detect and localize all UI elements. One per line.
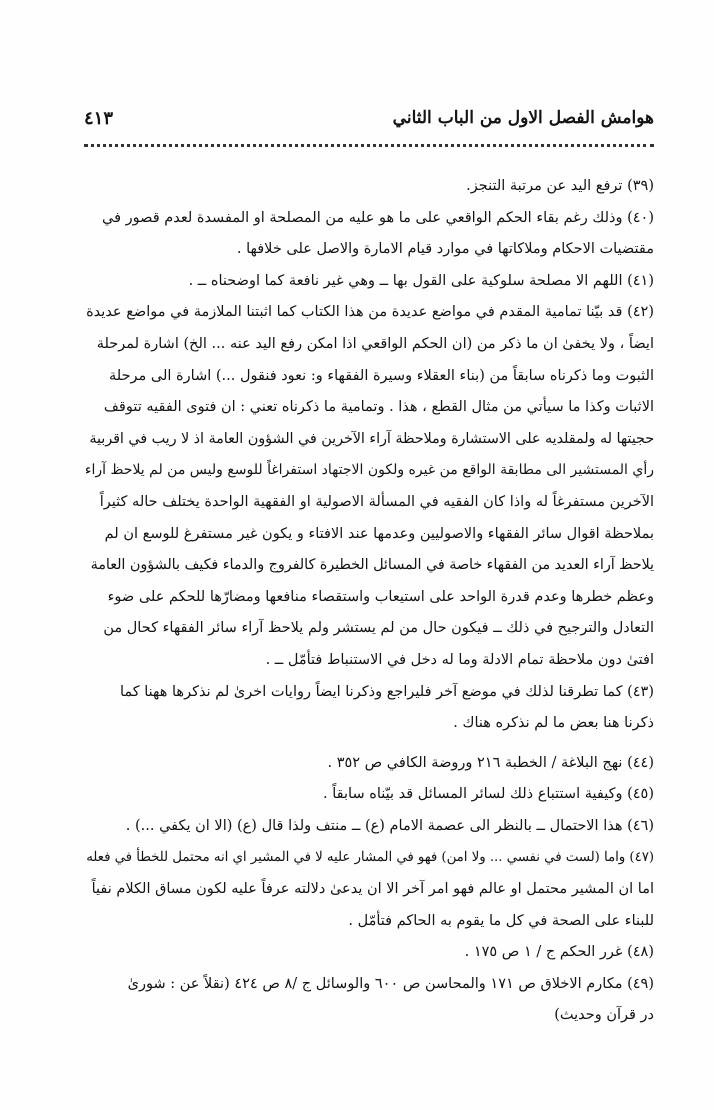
note-line: التعادل والترجيح في ذلك ــ فيكون حال من لم يستشر ولم يلاحظ آراء سائر الفقهاء كحال من bbox=[103, 620, 654, 637]
note-line: مقتضيات الاحكام وملاكاتها في موارد قيام الامارة والاصل على خلافها . bbox=[236, 241, 654, 258]
note-line: (٤٥) وكيفية استتباع ذلك لسائر المسائل قد بيّناه سابقاً . bbox=[323, 786, 654, 803]
note-line: (٤٨) غرر الحكم ج / ١ ص ١٧٥ . bbox=[464, 944, 654, 961]
note-line: للبناء على الصحة في كل ما يقوم به الحاكم فتأمّل . bbox=[348, 912, 654, 929]
note-line: اما ان المشير محتمل او عالم فهو امر آخر الا ان يدعىٰ دلالته عرفاً عليه لكون مساق الكلام نفياً bbox=[91, 881, 654, 898]
note-line: (٤٢) قد بيّنا تمامية المقدم في مواضع عديدة من هذا الكتاب كما اثبتنا الملازمة في مواضع عديدة bbox=[86, 304, 654, 321]
note-line: در قرآن وحديث) bbox=[554, 1007, 654, 1024]
note-line: (٤٣) كما تطرقنا لذلك في موضع آخر فليراجع وذكرنا ايضاً روايات اخرىٰ لم نذكرها ههنا كما bbox=[119, 683, 654, 700]
note-line: الاثبات وكذا ما سيأتي من مثال القطع ، هذا . وتمامية ما ذكرناه تعني : ان فتوى الفقيه تتوقف bbox=[103, 399, 654, 416]
note-line: (٤٠) وذلك رغم بقاء الحكم الواقعي على ما هو عليه من المصلحة او المفسدة لعدم قصور في bbox=[102, 209, 654, 226]
note-line: الآخرين مستفرغاً له واذا كان الفقيه في المسألة الاصولية او الفقهية الواحدة يختلف حاله كثيراً bbox=[99, 493, 654, 510]
note-line: ايضاً ، ولا يخفىٰ ان ما ذكر من (ان الحكم الواقعي اذا امكن رفع اليد عنه ... الخ) اشارة لمرحلة bbox=[96, 335, 654, 352]
note-line: الثبوت وما ذكرناه سابقاً من (بناء العقلاء وسيرة الفقهاء و: نعود فنقول ...) اشارة الى مرحلة bbox=[109, 367, 654, 384]
note-line: يلاحظ آراء العديد من الفقهاء خاصة في المسائل الخطيرة كالفروج والدماء فكيف بالشؤون العامة bbox=[90, 557, 654, 574]
note-line: (٤٦) هذا الاحتمال ــ بالنظر الى عصمة الامام (ع) ــ منتف ولذا قال (ع) (الا ان يكفي ...) . bbox=[125, 817, 654, 834]
note-line: وعظم خطرها وعدم قدرة الواحد على استيعاب واستقصاء منافعها ومضارّها للحكم على ضوء bbox=[107, 588, 654, 605]
note-line: بملاحظة اقوال سائر الفقهاء والاصوليين وعدمها عند الافتاء و يكون غير مستفرغ للوسع ان لم bbox=[104, 525, 654, 542]
note-line: رأي المستشير الى مطابقة الواقع من غيره ولكون الاجتهاد استفراغاً للوسع وليس من لم يلاحظ آراء bbox=[84, 462, 654, 479]
note-line: (٤٧) واما (لست في نفسي ... ولا امن) فهو في المشار عليه لا في المشير اي انه محتمل للخطأ في فعله bbox=[86, 850, 654, 866]
header-dotted-rule bbox=[84, 144, 654, 147]
endnotes-body bbox=[84, 171, 654, 1032]
running-header-title: هوامش الفصل الاول من الباب الثاني bbox=[392, 108, 654, 128]
note-line: افتىٰ دون ملاحظة تمام الادلة وما له دخل في الاستنباط فتأمّل ــ . bbox=[265, 651, 654, 668]
note-line: حجيتها له ولمقلديه على الاستشارة وملاحظة آراء الآخرين في الشؤون العامة اذ لا ريب في اقربية bbox=[89, 430, 654, 447]
page-number: ٤١٣ bbox=[84, 108, 114, 129]
note-line: (٤٤) نهج البلاغة / الخطبة ٢١٦ وروضة الكافي ص ٣٥٢ . bbox=[327, 754, 654, 771]
note-line: ذكرنا هنا بعض ما لم نذكره هناك . bbox=[453, 715, 654, 732]
note-line: (٤٩) مكارم الاخلاق ص ١٧١ والمحاسن ص ٦٠٠ والوسائل ج /٨ ص ٤٢٤ (نقلاً عن : شورىٰ bbox=[127, 975, 654, 992]
running-header bbox=[84, 108, 654, 138]
note-line: (٣٩) ترفع اليد عن مرتبة التنجز. bbox=[466, 178, 654, 194]
note-line: (٤١) اللهم الا مصلحة سلوكية على القول بها ــ وهي غير نافعة كما اوضحناه ــ . bbox=[188, 272, 654, 289]
